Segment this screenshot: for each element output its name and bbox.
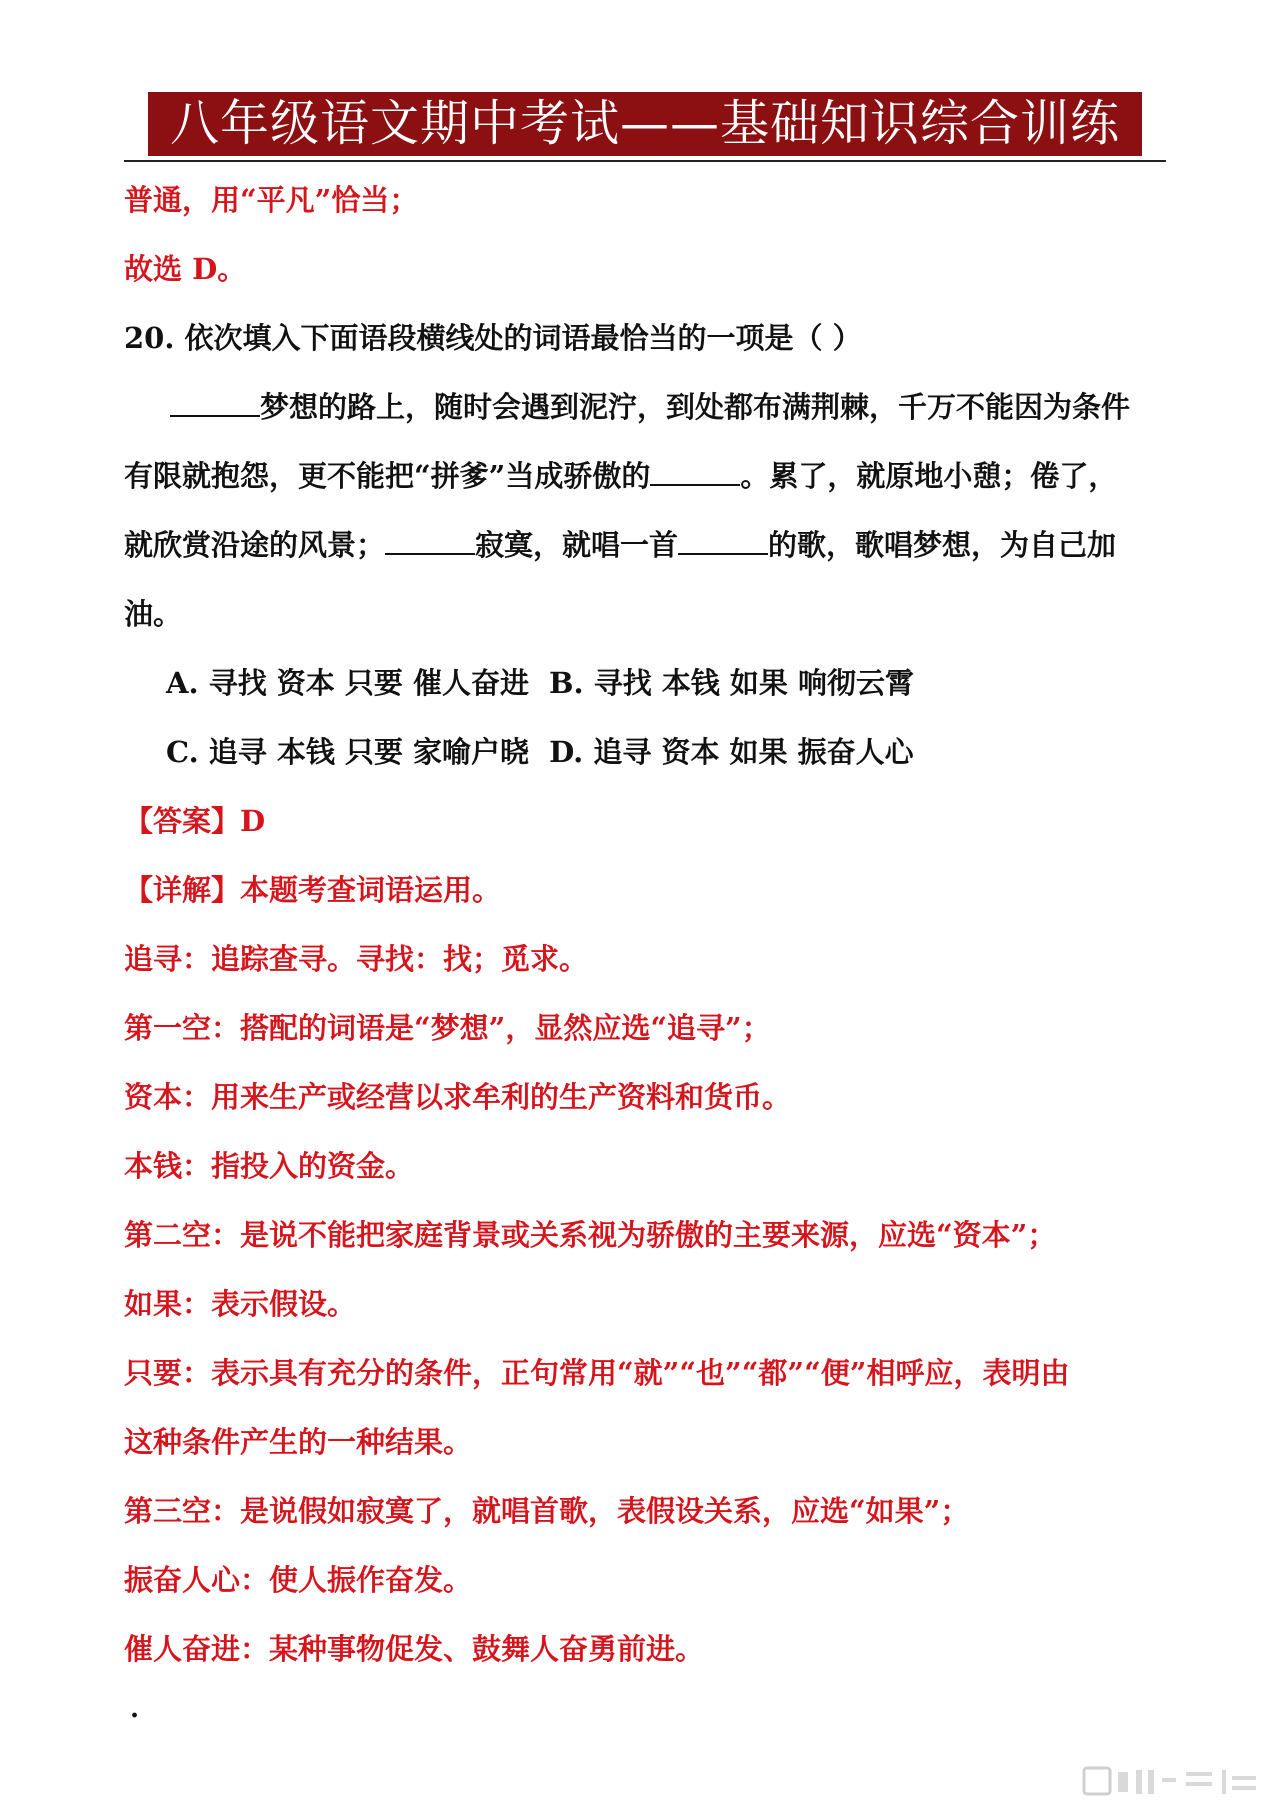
explanation-line: 第三空：是说假如寂寞了，就唱首歌，表假设关系，应选“如果”；: [124, 1494, 970, 1528]
explanation-line: 第一空：搭配的词语是“梦想”，显然应选“追寻”；: [124, 1011, 771, 1045]
explanation-line: 振奋人心：使人振作奋发。: [124, 1563, 473, 1597]
fill-blank-1: [170, 391, 260, 417]
fill-blank-2: [650, 460, 740, 486]
passage-text: 。累了，就原地小憩；倦了，: [740, 459, 1118, 493]
explanation-line: 追寻：追踪查寻。寻找：找；觅求。: [124, 942, 589, 976]
passage-line-3: [124, 511, 1166, 580]
fill-blank-4: [678, 529, 768, 555]
page-title: 八年级语文期中考试——基础知识综合训练: [148, 92, 1142, 156]
page-header: [124, 92, 1166, 162]
passage-line-1: [124, 373, 1166, 442]
explanation-line: 第二空：是说不能把家庭背景或关系视为骄傲的主要来源，应选“资本”；: [124, 1218, 1057, 1252]
explanation-line: 如果：表示假设。: [124, 1287, 357, 1321]
answer-line: 【答案】D: [124, 804, 266, 838]
explanation-line: 催人奋进：某种事物促发、鼓舞人奋勇前进。: [124, 1632, 705, 1666]
prev-answer-line: 故选 D。: [124, 252, 247, 286]
content-body: [124, 166, 1166, 1684]
question-stem: 20. 依次填入下面语段横线处的词语最恰当的一项是（ ）: [124, 321, 862, 355]
option-b: B. 寻找 本钱 如果 响彻云霄: [548, 666, 914, 700]
watermark-logo: [1082, 1764, 1262, 1798]
option-d: D. 追寻 资本 如果 振奋人心: [549, 735, 914, 769]
passage-text: 梦想的路上，随时会遇到泥泞，到处都布满荆棘，千万不能因为条件: [260, 390, 1131, 424]
footer-dot: .: [130, 1694, 140, 1724]
fill-blank-3: [385, 529, 475, 555]
passage-text: 就欣赏沿途的风景；: [124, 528, 386, 562]
explanation-line: 本钱：指投入的资金。: [124, 1149, 415, 1183]
options-row-2: [124, 718, 1166, 787]
option-a: A. 寻找 资本 只要 催人奋进: [166, 666, 529, 700]
passage-line-2: [124, 442, 1166, 511]
option-c: C. 追寻 本钱 只要 家喻户晓: [166, 735, 530, 769]
prev-explanation-line: 普通，用“平凡”恰当；: [124, 183, 419, 217]
explanation-line: 这种条件产生的一种结果。: [124, 1425, 473, 1459]
passage-text: 的歌，歌唱梦想，为自己加: [768, 528, 1117, 562]
explanation-line: 资本：用来生产或经营以求牟利的生产资料和货币。: [124, 1080, 792, 1114]
explanation-line: 只要：表示具有充分的条件，正句常用“就”“也”“都”“便”相呼应，表明由: [124, 1356, 1070, 1390]
passage-text: 有限就抱怨，更不能把“拼爹”当成骄傲的: [124, 459, 651, 493]
options-row-1: [124, 649, 1166, 718]
explanation-intro: 【详解】本题考查词语运用。: [124, 873, 502, 907]
passage-line-4: 油。: [124, 597, 183, 631]
passage-text: 寂寞，就唱一首: [475, 528, 679, 562]
header-rule: [124, 160, 1166, 162]
